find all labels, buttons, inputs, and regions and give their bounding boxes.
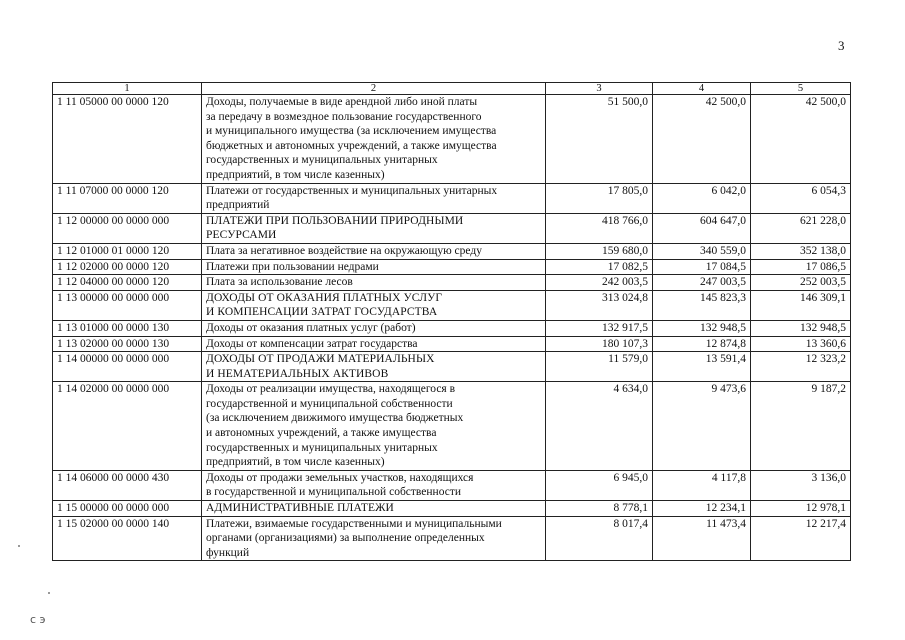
description-cell: Доходы от продажи земельных участков, находящихся в государственной и муниципальной собственности	[202, 470, 546, 500]
value-col5-cell: 621 228,0	[751, 213, 851, 243]
budget-code-cell: 1 11 07000 00 0000 120	[53, 183, 202, 213]
value-col4-cell: 12 874,8	[653, 336, 751, 352]
table-body	[53, 95, 851, 561]
budget-code-cell: 1 12 00000 00 0000 000	[53, 213, 202, 243]
column-header: 3	[546, 83, 653, 95]
table-row	[53, 320, 851, 336]
description-cell: Доходы от оказания платных услуг (работ)	[202, 320, 546, 336]
table-row	[53, 516, 851, 561]
column-header: 4	[653, 83, 751, 95]
table-header-row	[53, 83, 851, 95]
value-col3-cell: 17 082,5	[546, 259, 653, 275]
table-row	[53, 259, 851, 275]
description-cell: Плата за негативное воздействие на окружающую среду	[202, 243, 546, 259]
column-header: 5	[751, 83, 851, 95]
value-col3-cell: 11 579,0	[546, 352, 653, 382]
table-row	[53, 243, 851, 259]
value-col4-cell: 132 948,5	[653, 320, 751, 336]
revenue-table	[52, 82, 851, 561]
budget-code-cell: 1 13 00000 00 0000 000	[53, 290, 202, 320]
description-cell: ПЛАТЕЖИ ПРИ ПОЛЬЗОВАНИИ ПРИРОДНЫМИ РЕСУРСАМИ	[202, 213, 546, 243]
table-row	[53, 470, 851, 500]
table-row	[53, 336, 851, 352]
value-col5-cell: 12 323,2	[751, 352, 851, 382]
table-row	[53, 352, 851, 382]
description-cell: Доходы, получаемые в виде арендной либо иной платы за передачу в возмездное пользование государственного и муниципального имущества (за исключением имущества бюджетных и автономных учреждений, а также имущества государственных и муниципальных унитарных предприятий, в том числе казенных)	[202, 95, 546, 184]
page-number: 3	[838, 38, 845, 53]
table-row	[53, 183, 851, 213]
value-col5-cell: 132 948,5	[751, 320, 851, 336]
table-row	[53, 382, 851, 471]
value-col3-cell: 4 634,0	[546, 382, 653, 471]
budget-code-cell: 1 13 02000 00 0000 130	[53, 336, 202, 352]
budget-code-cell: 1 13 01000 00 0000 130	[53, 320, 202, 336]
budget-code-cell: 1 12 04000 00 0000 120	[53, 275, 202, 291]
table-row	[53, 95, 851, 184]
value-col3-cell: 313 024,8	[546, 290, 653, 320]
value-col5-cell: 13 360,6	[751, 336, 851, 352]
value-col5-cell: 3 136,0	[751, 470, 851, 500]
value-col3-cell: 242 003,5	[546, 275, 653, 291]
budget-code-cell: 1 12 02000 00 0000 120	[53, 259, 202, 275]
value-col5-cell: 17 086,5	[751, 259, 851, 275]
value-col4-cell: 145 823,3	[653, 290, 751, 320]
table-row	[53, 501, 851, 517]
value-col3-cell: 180 107,3	[546, 336, 653, 352]
value-col4-cell: 6 042,0	[653, 183, 751, 213]
value-col4-cell: 12 234,1	[653, 501, 751, 517]
value-col5-cell: 12 978,1	[751, 501, 851, 517]
description-cell: Доходы от компенсации затрат государства	[202, 336, 546, 352]
description-cell: Платежи от государственных и муниципальных унитарных предприятий	[202, 183, 546, 213]
value-col3-cell: 132 917,5	[546, 320, 653, 336]
column-header: 1	[53, 83, 202, 95]
corner-mark: с э	[30, 613, 46, 626]
value-col4-cell: 11 473,4	[653, 516, 751, 561]
value-col3-cell: 8 017,4	[546, 516, 653, 561]
value-col3-cell: 159 680,0	[546, 243, 653, 259]
value-col5-cell: 42 500,0	[751, 95, 851, 184]
description-cell: Платежи, взимаемые государственными и муниципальными органами (организациями) за выполнение определенных функций	[202, 516, 546, 561]
budget-code-cell: 1 14 00000 00 0000 000	[53, 352, 202, 382]
value-col5-cell: 352 138,0	[751, 243, 851, 259]
value-col5-cell: 146 309,1	[751, 290, 851, 320]
description-cell: Платежи при пользовании недрами	[202, 259, 546, 275]
value-col4-cell: 13 591,4	[653, 352, 751, 382]
column-header: 2	[202, 83, 546, 95]
value-col4-cell: 247 003,5	[653, 275, 751, 291]
value-col4-cell: 4 117,8	[653, 470, 751, 500]
value-col4-cell: 604 647,0	[653, 213, 751, 243]
value-col4-cell: 17 084,5	[653, 259, 751, 275]
description-cell: АДМИНИСТРАТИВНЫЕ ПЛАТЕЖИ	[202, 501, 546, 517]
budget-code-cell: 1 14 02000 00 0000 000	[53, 382, 202, 471]
table-row	[53, 275, 851, 291]
description-cell: ДОХОДЫ ОТ ПРОДАЖИ МАТЕРИАЛЬНЫХ И НЕМАТЕРИАЛЬНЫХ АКТИВОВ	[202, 352, 546, 382]
budget-code-cell: 1 15 02000 00 0000 140	[53, 516, 202, 561]
table-row	[53, 290, 851, 320]
value-col5-cell: 12 217,4	[751, 516, 851, 561]
budget-code-cell: 1 11 05000 00 0000 120	[53, 95, 202, 184]
description-cell: ДОХОДЫ ОТ ОКАЗАНИЯ ПЛАТНЫХ УСЛУГ И КОМПЕНСАЦИИ ЗАТРАТ ГОСУДАРСТВА	[202, 290, 546, 320]
value-col3-cell: 17 805,0	[546, 183, 653, 213]
value-col3-cell: 51 500,0	[546, 95, 653, 184]
scan-speck	[48, 592, 50, 594]
budget-code-cell: 1 15 00000 00 0000 000	[53, 501, 202, 517]
value-col4-cell: 340 559,0	[653, 243, 751, 259]
description-cell: Плата за использование лесов	[202, 275, 546, 291]
scan-speck	[18, 545, 20, 547]
value-col3-cell: 6 945,0	[546, 470, 653, 500]
value-col4-cell: 9 473,6	[653, 382, 751, 471]
value-col5-cell: 9 187,2	[751, 382, 851, 471]
description-cell: Доходы от реализации имущества, находящегося в государственной и муниципальной собственности (за исключением движимого имущества бюджетных и автономных учреждений, а также имущества государственных и муниципальных унитарных предприятий, в том числе казенных)	[202, 382, 546, 471]
budget-code-cell: 1 12 01000 01 0000 120	[53, 243, 202, 259]
value-col3-cell: 8 778,1	[546, 501, 653, 517]
budget-code-cell: 1 14 06000 00 0000 430	[53, 470, 202, 500]
value-col5-cell: 6 054,3	[751, 183, 851, 213]
value-col3-cell: 418 766,0	[546, 213, 653, 243]
value-col4-cell: 42 500,0	[653, 95, 751, 184]
table-row	[53, 213, 851, 243]
value-col5-cell: 252 003,5	[751, 275, 851, 291]
